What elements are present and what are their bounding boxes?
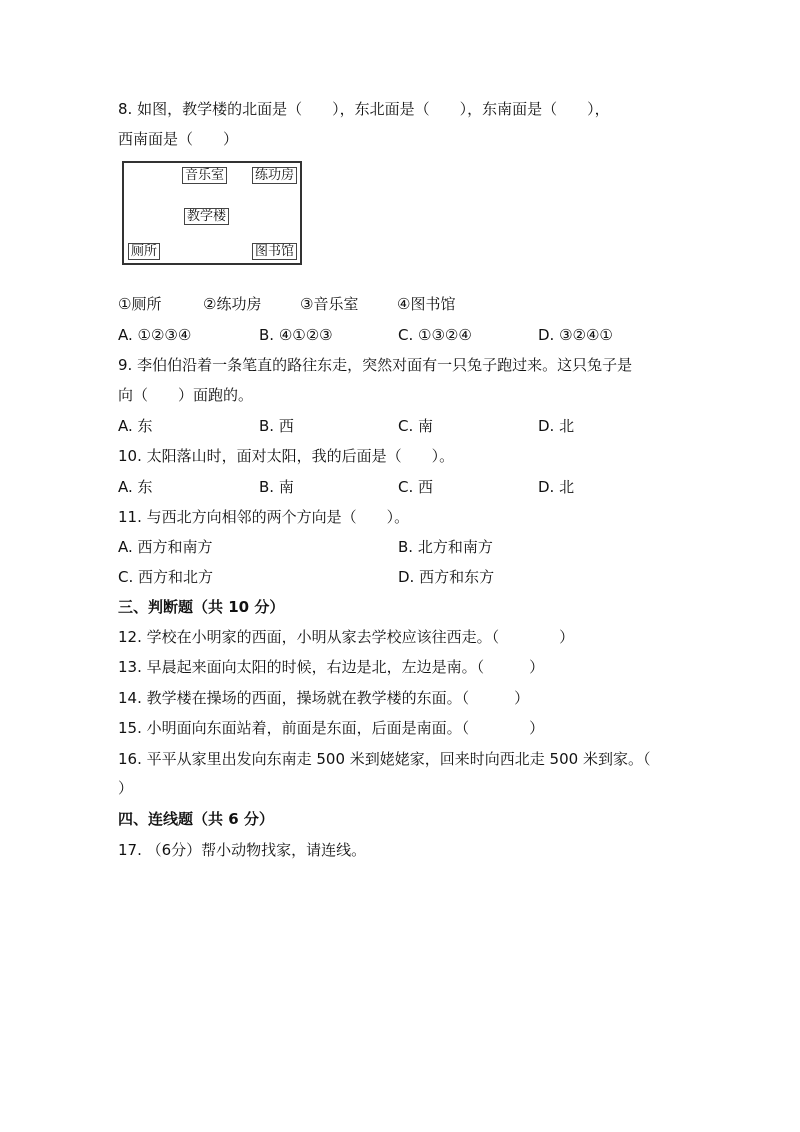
map-music-room: 音乐室 — [182, 167, 227, 184]
map-toilet: 厕所 — [128, 243, 160, 260]
q13-text: 13. 早晨起来面向太阳的时候，右边是北，左边是南。（ ） — [118, 658, 545, 676]
map-library: 图书馆 — [252, 243, 297, 260]
q8-legend-3: ③音乐室 — [300, 295, 359, 313]
q8-legend-2: ②练功房 — [203, 295, 262, 313]
q14-text: 14. 教学楼在操场的西面，操场就在教学楼的东面。（ ） — [118, 689, 530, 707]
campus-map — [122, 161, 302, 265]
q11-option-a: A. 西方和南方 — [118, 538, 213, 556]
map-practice-room: 练功房 — [252, 167, 297, 184]
q8-legend-1: ①厕所 — [118, 295, 162, 313]
q10-option-a: A. 东 — [118, 478, 153, 496]
map-teaching-building: 教学楼 — [184, 208, 229, 225]
q11-option-d: D. 西方和东方 — [398, 568, 495, 586]
q8-line2: 西南面是（ ） — [118, 130, 239, 148]
q11-text: 11. 与西北方向相邻的两个方向是（ ）。 — [118, 508, 410, 526]
q9-line2: 向（ ）面跑的。 — [118, 386, 254, 404]
section-4-heading: 四、连线题（共 6 分） — [118, 810, 274, 828]
section-3-heading: 三、判断题（共 10 分） — [118, 598, 285, 616]
q11-option-c: C. 西方和北方 — [118, 568, 214, 586]
q17-text: 17. （6分）帮小动物找家，请连线。 — [118, 841, 367, 859]
q10-option-d: D. 北 — [538, 478, 575, 496]
q9-option-d: D. 北 — [538, 417, 575, 435]
q16-line1: 16. 平平从家里出发向东南走 500 米到姥姥家，回来时向西北走 500 米到家。（ — [118, 750, 651, 768]
q8-option-d: D. ③②④① — [538, 326, 613, 344]
q9-option-a: A. 东 — [118, 417, 153, 435]
q8-line1: 8. 如图，教学楼的北面是（ ），东北面是（ ），东南面是（ ）， — [118, 100, 610, 118]
q8-option-b: B. ④①②③ — [259, 326, 333, 344]
q8-option-c: C. ①③②④ — [398, 326, 472, 344]
q8-option-a: A. ①②③④ — [118, 326, 192, 344]
q12-text: 12. 学校在小明家的西面，小明从家去学校应该往西走。（ ） — [118, 628, 575, 646]
q9-line1: 9. 李伯伯沿着一条笔直的路往东走，突然对面有一只兔子跑过来。这只兔子是 — [118, 356, 633, 374]
q8-legend-4: ④图书馆 — [397, 295, 456, 313]
q16-line2: ） — [118, 779, 134, 797]
q11-option-b: B. 北方和南方 — [398, 538, 493, 556]
q10-option-b: B. 南 — [259, 478, 294, 496]
q10-text: 10. 太阳落山时，面对太阳，我的后面是（ ）。 — [118, 447, 455, 465]
q10-option-c: C. 西 — [398, 478, 434, 496]
q9-option-b: B. 西 — [259, 417, 294, 435]
q9-option-c: C. 南 — [398, 417, 434, 435]
q15-text: 15. 小明面向东面站着，前面是东面，后面是南面。（ ） — [118, 719, 545, 737]
